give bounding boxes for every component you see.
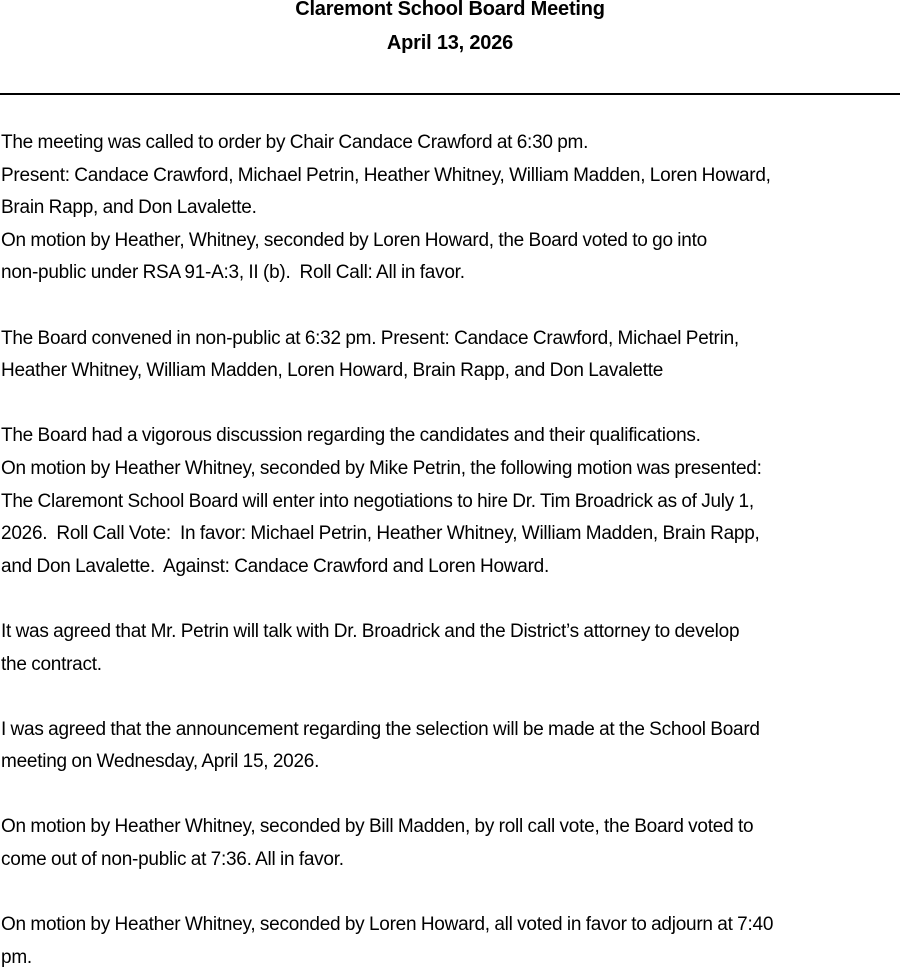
text-line: On motion by Heather Whitney, seconded by Loren Howard, all voted in favor to adjourn at 7:40 bbox=[1, 914, 774, 936]
paragraph-non-public-convened bbox=[1, 323, 899, 388]
text-line: The Board convened in non-public at 6:32 pm. Present: Candace Crawford, Michael Petrin, bbox=[1, 327, 739, 349]
paragraph-exit-non-public bbox=[1, 811, 899, 876]
paragraph-gap bbox=[1, 290, 899, 323]
paragraph-gap bbox=[1, 583, 899, 616]
paragraph-gap bbox=[1, 877, 899, 910]
text-line: pm. bbox=[1, 946, 32, 968]
paragraph-adjourn bbox=[1, 909, 899, 974]
text-line: The Claremont School Board will enter into negotiations to hire Dr. Tim Broadrick as of July 1, bbox=[1, 490, 754, 512]
text-line: The meeting was called to order by Chair Candace Crawford at 6:30 pm. bbox=[1, 132, 589, 153]
text-line: non-public under RSA 91-A:3, II (b). Roll Call: All in favor. bbox=[1, 262, 465, 284]
paragraph-contract bbox=[1, 616, 899, 681]
text-line: On motion by Heather Whitney, seconded by Mike Petrin, the following motion was presented: bbox=[1, 457, 762, 479]
paragraph-candidate-motion bbox=[1, 420, 899, 583]
text-line: It was agreed that Mr. Petrin will talk with Dr. Broadrick and the District’s attorney to develop bbox=[1, 620, 740, 642]
paragraph-gap bbox=[1, 681, 899, 714]
minutes-body bbox=[1, 127, 899, 974]
text-line: and Don Lavalette. Against: Candace Crawford and Loren Howard. bbox=[1, 555, 549, 577]
text-line: come out of non-public at 7:36. All in favor. bbox=[1, 849, 344, 871]
text-line: Present: Candace Crawford, Michael Petrin, Heather Whitney, William Madden, Loren Howard, bbox=[1, 164, 771, 186]
paragraph-call-to-order bbox=[1, 127, 899, 290]
text-line: Heather Whitney, William Madden, Loren Howard, Brain Rapp, and Don Lavalette bbox=[1, 360, 664, 382]
text-line: On motion by Heather, Whitney, seconded by Loren Howard, the Board voted to go into bbox=[1, 229, 707, 251]
meeting-date: April 13, 2026 bbox=[386, 32, 514, 54]
text-line: I was agreed that the announcement regarding the selection will be made at the School Board bbox=[1, 718, 760, 740]
text-line: On motion by Heather Whitney, seconded by Bill Madden, by roll call vote, the Board voted to bbox=[1, 816, 754, 838]
text-line: 2026. Roll Call Vote: In favor: Michael Petrin, Heather Whitney, William Madden, Brain Rapp, bbox=[1, 523, 760, 545]
paragraph-gap bbox=[1, 388, 899, 421]
text-line: the contract. bbox=[1, 653, 102, 675]
paragraph-gap bbox=[1, 779, 899, 812]
text-line: The Board had a vigorous discussion regarding the candidates and their qualifications. bbox=[1, 425, 701, 447]
text-line: Brain Rapp, and Don Lavalette. bbox=[1, 197, 257, 219]
text-line: meeting on Wednesday, April 15, 2026. bbox=[1, 751, 320, 773]
paragraph-announcement bbox=[1, 714, 899, 779]
document-title: Claremont School Board Meeting bbox=[295, 0, 605, 20]
header-divider bbox=[0, 93, 900, 95]
